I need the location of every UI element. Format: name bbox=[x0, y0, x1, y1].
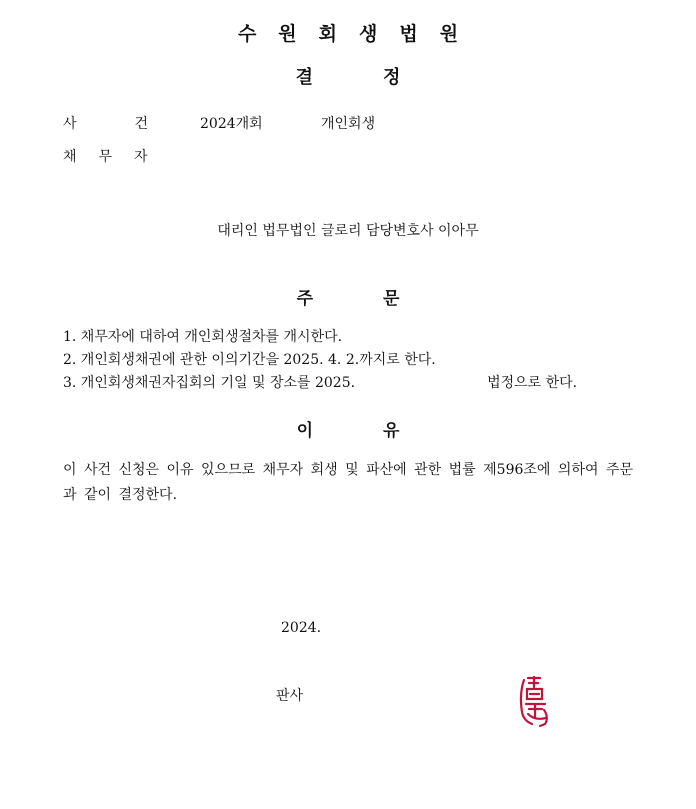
case-number: 2024개회 bbox=[200, 116, 263, 132]
order-item-3 bbox=[63, 372, 577, 395]
case-name: 개인회생 bbox=[321, 116, 376, 132]
document-title: 결정 bbox=[295, 67, 471, 88]
order-item-2: 2. 개인회생채권에 관한 이의기간을 2025. 4. 2.까지로 한다. bbox=[63, 352, 436, 368]
court-name: 수원회생법원 bbox=[237, 23, 481, 45]
debtor-label: 채무자 bbox=[63, 149, 170, 165]
judge-label: 판사 bbox=[276, 688, 304, 704]
decision-date: 2024. bbox=[281, 620, 322, 636]
order-heading: 주문 bbox=[296, 289, 470, 309]
order-item-3-start: 3. 개인회생채권자집회의 기일 및 장소를 2025. bbox=[63, 375, 356, 391]
order-item-3-end: 법정으로 한다. bbox=[487, 375, 578, 391]
reason-text: 이 사건 신청은 이유 있으므로 채무자 회생 및 파산에 관한 법률 제596조에 의하여 주문과 같이 결정한다. bbox=[63, 462, 633, 503]
case-label: 사건 bbox=[63, 116, 207, 132]
judge-seal-icon bbox=[518, 674, 552, 728]
order-list bbox=[63, 326, 577, 395]
reason-heading: 이유 bbox=[296, 421, 470, 441]
order-item-1: 1. 채무자에 대하여 개인회생절차를 개시한다. bbox=[63, 329, 343, 345]
agent-line: 대리인 법무법인 글로리 담당변호사 이아무 bbox=[217, 223, 479, 239]
